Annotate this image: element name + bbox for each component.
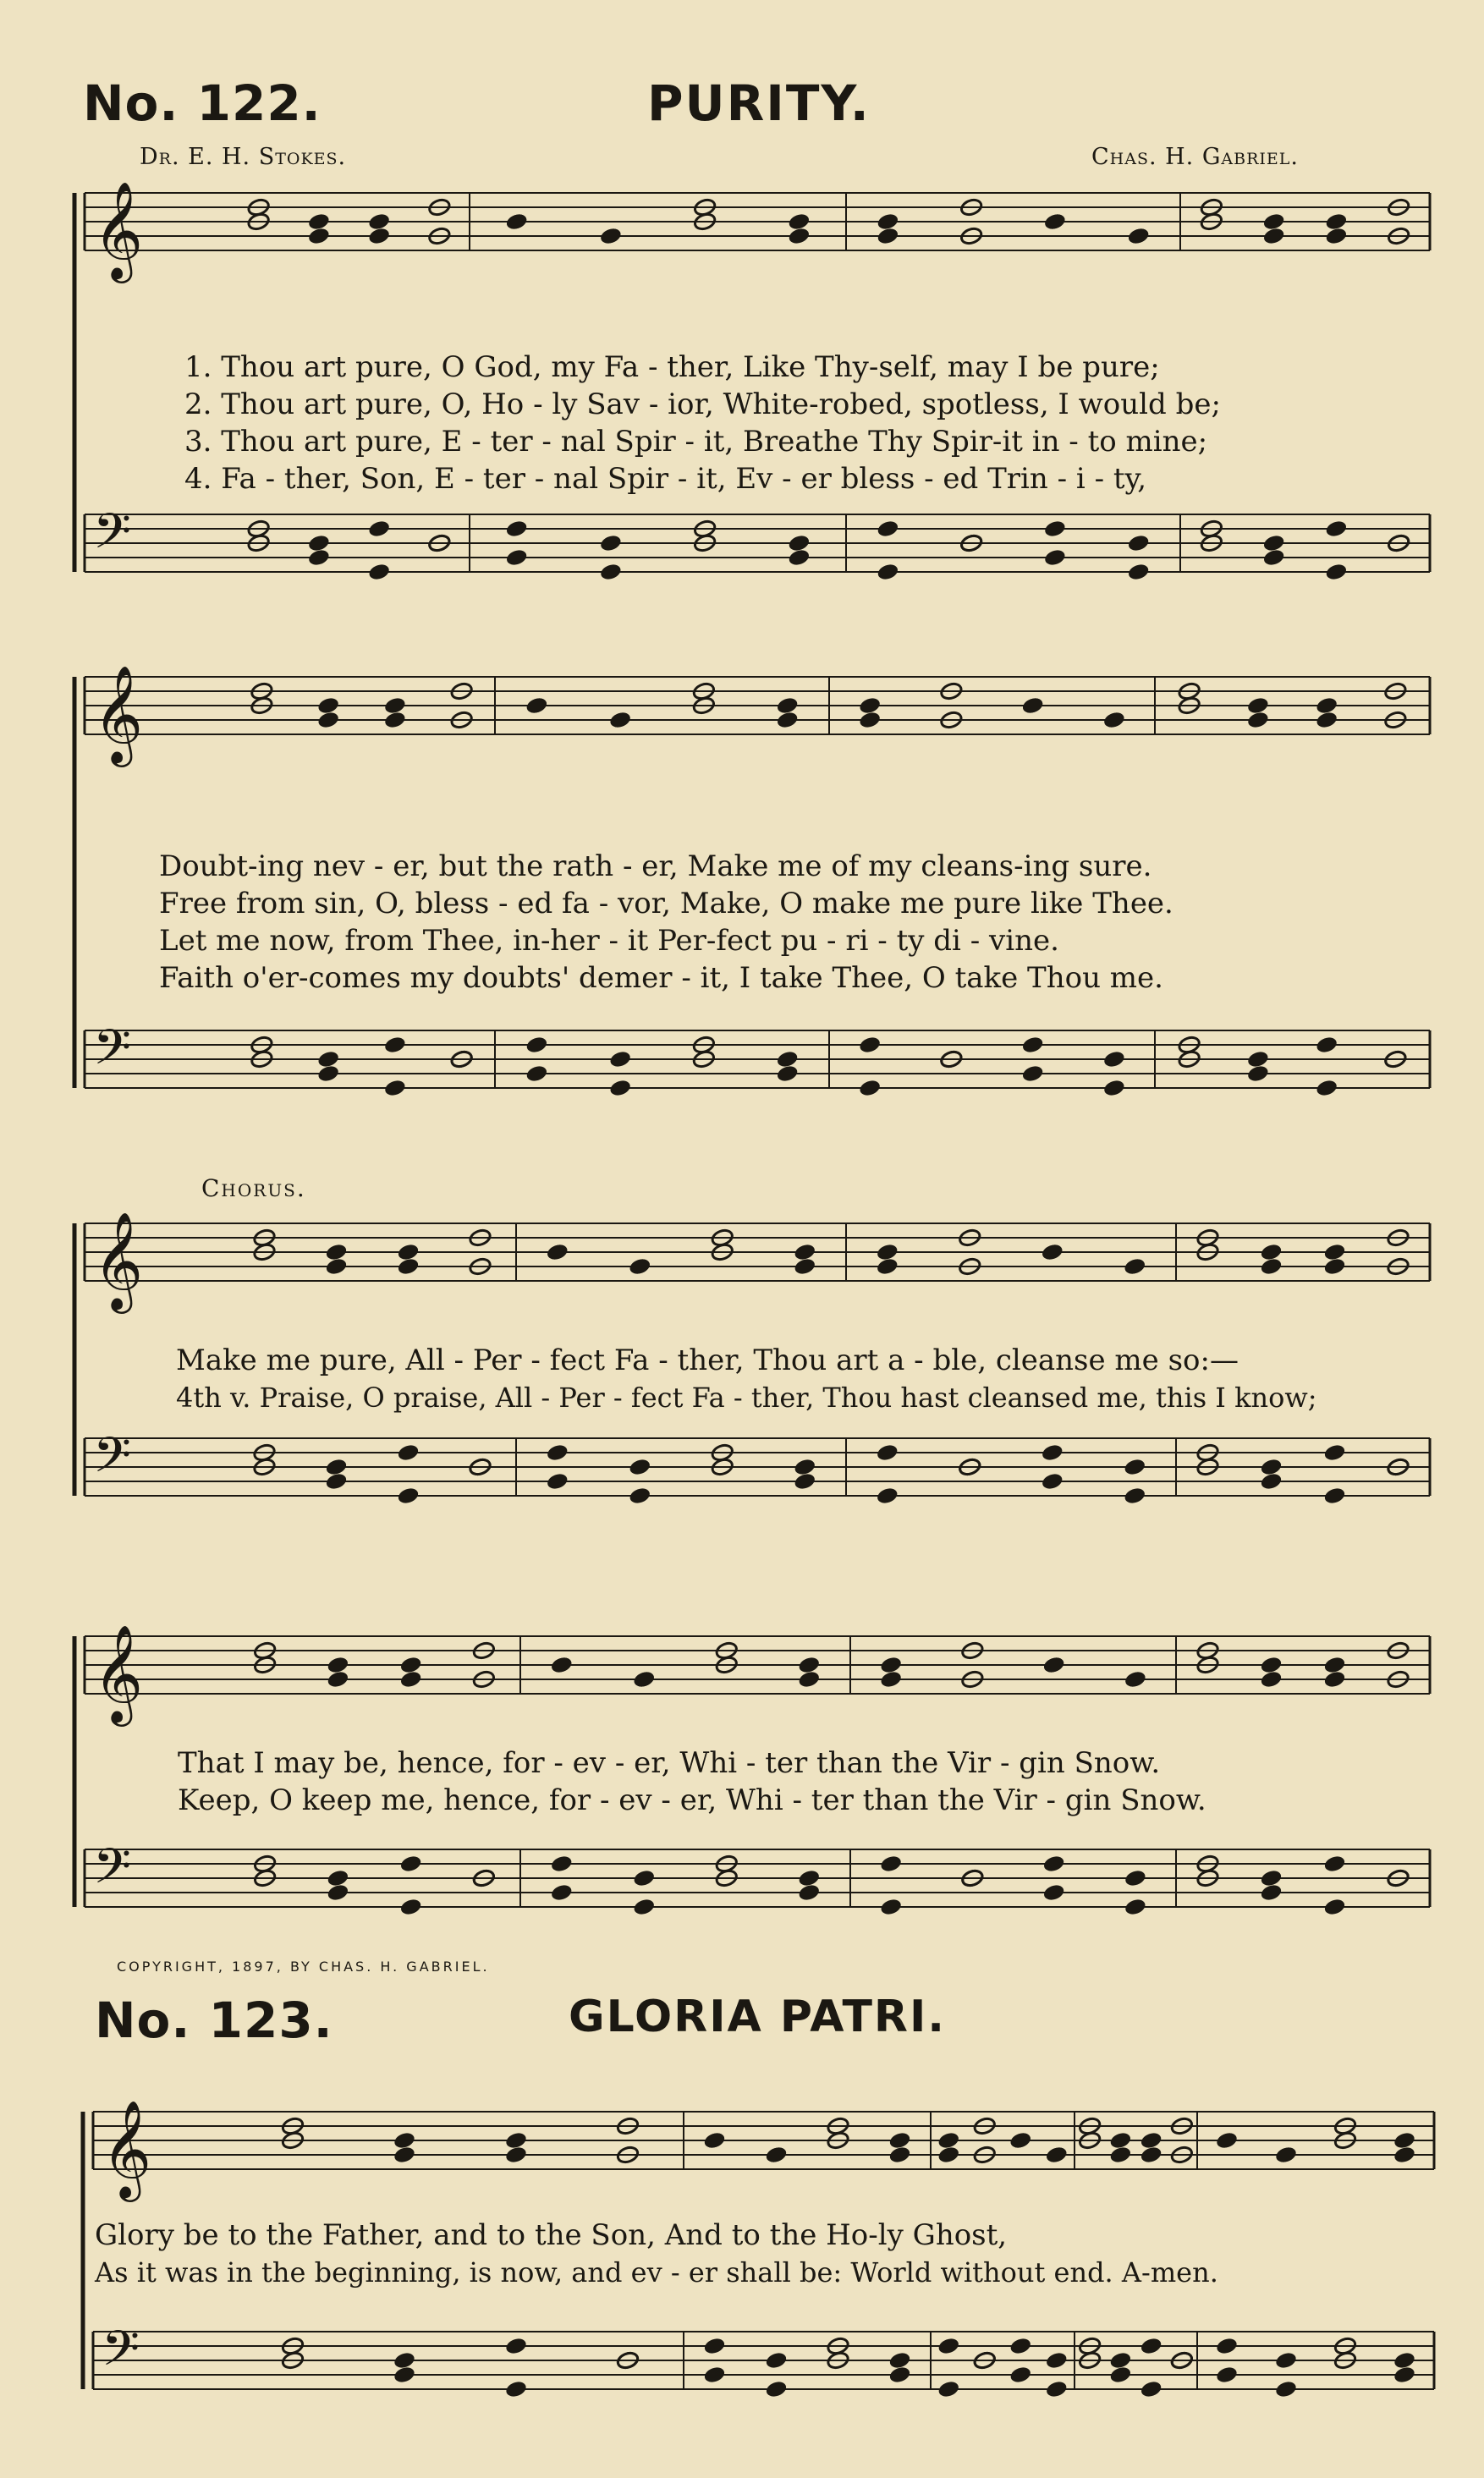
note-head — [628, 1256, 651, 1276]
note-head — [876, 212, 899, 231]
note-head — [608, 710, 632, 729]
lyric-line: Doubt-ing nev - er, but the rath - er, Make me of my cleans-ing sure. — [159, 849, 1152, 883]
note-head — [550, 1882, 574, 1902]
note-head — [858, 1078, 882, 1097]
note-head — [876, 1242, 899, 1261]
note-head — [383, 710, 407, 729]
note-head — [879, 1897, 903, 1916]
clef-icon: 𝄞 — [93, 1211, 144, 1310]
note-head — [1315, 695, 1338, 715]
note-head — [1108, 2145, 1132, 2164]
note-head — [888, 2145, 911, 2164]
note-head — [1215, 2336, 1239, 2355]
clef-icon: 𝄢 — [93, 1019, 132, 1088]
note-head — [505, 519, 529, 538]
note-head — [787, 212, 811, 231]
note-head — [632, 1868, 656, 1887]
note-head — [546, 1471, 569, 1491]
note-head — [632, 1669, 656, 1689]
note-head — [1041, 1442, 1064, 1462]
note-head — [1322, 1442, 1346, 1462]
note-head — [1324, 226, 1348, 245]
note-head — [399, 1897, 423, 1916]
note-head — [525, 1063, 548, 1083]
note-head — [787, 547, 811, 567]
note-head — [1127, 533, 1151, 552]
note-head — [1124, 1669, 1147, 1689]
note-head — [1322, 1256, 1346, 1276]
note-head — [546, 1242, 569, 1261]
note-head — [888, 2350, 911, 2370]
note-head — [1322, 1854, 1346, 1873]
note-head — [1262, 226, 1286, 245]
note-head — [316, 1049, 340, 1069]
note-head — [608, 1049, 632, 1069]
note-head — [876, 1486, 899, 1505]
lyric-line: 4th v. Praise, O praise, All - Per - fect Fa - ther, Thou hast cleansed me, this I know; — [176, 1382, 1317, 1414]
note-head — [396, 1256, 420, 1276]
note-head — [1108, 2350, 1132, 2370]
lyric-line: Faith o'er-comes my doubts' demer - it, I take Thee, O take Thou me. — [159, 961, 1163, 995]
note-head — [797, 1868, 821, 1887]
note-head — [764, 2350, 788, 2370]
note-head — [1324, 212, 1348, 231]
note-head — [1322, 1897, 1346, 1916]
note-head — [702, 2365, 726, 2384]
note-head — [1045, 2350, 1069, 2370]
note-head — [1124, 1897, 1147, 1916]
note-head — [393, 2145, 416, 2164]
note-head — [632, 1897, 656, 1916]
note-head — [937, 2379, 960, 2398]
note-head — [1259, 1242, 1283, 1261]
verse-lyrics-block-2 — [159, 848, 1173, 997]
note-head — [1123, 1486, 1146, 1505]
note-head — [599, 533, 623, 552]
note-head — [888, 2130, 911, 2150]
lyric-line: Keep, O keep me, hence, for - ev - er, Whi - ter than the Vir - gin Snow. — [178, 1783, 1206, 1817]
note-head — [776, 1063, 800, 1083]
note-head — [776, 1049, 800, 1069]
clef-icon: 𝄞 — [93, 664, 144, 763]
note-head — [505, 547, 529, 567]
note-head — [1127, 562, 1151, 581]
note-head — [1262, 212, 1286, 231]
note-head — [399, 1655, 423, 1674]
note-head — [1042, 1882, 1066, 1902]
note-head — [787, 533, 811, 552]
note-head — [1123, 1457, 1146, 1476]
note-head — [1259, 1655, 1283, 1674]
note-head — [307, 547, 331, 567]
copyright-notice: COPYRIGHT, 1897, BY CHAS. H. GABRIEL. — [117, 1959, 490, 1975]
clef-icon: 𝄢 — [93, 1426, 132, 1496]
note-head — [307, 533, 331, 552]
clef-icon: 𝄞 — [93, 1624, 144, 1723]
note-head — [1315, 1078, 1338, 1097]
lyric-line: As it was in the beginning, is now, and ev - er shall be: World without end. A-men. — [95, 2256, 1218, 2288]
hymn-title: PURITY. — [647, 74, 871, 132]
note-head — [1259, 1457, 1283, 1476]
note-head — [876, 519, 899, 538]
note-head — [307, 226, 331, 245]
lyric-line: Let me now, from Thee, in-her - it Per-fect pu - ri - ty di - vine. — [159, 924, 1059, 958]
note-head — [1140, 2145, 1163, 2164]
note-head — [787, 226, 811, 245]
note-head — [776, 695, 800, 715]
note-head — [776, 710, 800, 729]
chorus-lyrics-block-1 — [176, 1342, 1317, 1416]
note-head — [1322, 1669, 1346, 1689]
note-head — [316, 695, 340, 715]
note-head — [324, 1471, 348, 1491]
note-head — [793, 1471, 816, 1491]
clef-icon: 𝄢 — [93, 1838, 132, 1907]
note-head — [1042, 1854, 1066, 1873]
note-head — [797, 1669, 821, 1689]
note-head — [307, 212, 331, 231]
note-head — [324, 1242, 348, 1261]
note-head — [1324, 519, 1348, 538]
note-head — [1393, 2350, 1416, 2370]
note-head — [383, 1078, 407, 1097]
note-head — [396, 1486, 420, 1505]
lyric-line: 4. Fa - ther, Son, E - ter - nal Spir - it, Ev - er bless - ed Trin - i - ty, — [184, 462, 1147, 496]
note-head — [858, 710, 882, 729]
note-head — [1259, 1669, 1283, 1689]
note-head — [326, 1669, 349, 1689]
note-head — [599, 226, 623, 245]
note-head — [1262, 533, 1286, 552]
note-head — [1246, 710, 1270, 729]
note-head — [879, 1655, 903, 1674]
note-head — [1021, 1063, 1045, 1083]
clef-icon: 𝄢 — [93, 503, 132, 572]
note-head — [504, 2336, 528, 2355]
note-head — [326, 1655, 349, 1674]
note-head — [550, 1854, 574, 1873]
note-head — [879, 1854, 903, 1873]
note-head — [1274, 2379, 1298, 2398]
note-head — [1274, 2350, 1298, 2370]
clef-icon: 𝄢 — [102, 2320, 140, 2389]
lyric-line: Make me pure, All - Per - fect Fa - ther, Thou art a - ble, cleanse me so:— — [176, 1343, 1239, 1377]
note-head — [383, 695, 407, 715]
note-head — [383, 1035, 407, 1054]
note-head — [396, 1242, 420, 1261]
note-head — [702, 2336, 726, 2355]
note-head — [324, 1457, 348, 1476]
note-head — [1246, 695, 1270, 715]
note-head — [399, 1669, 423, 1689]
note-head — [876, 562, 899, 581]
gloria-lyrics — [95, 2217, 1218, 2291]
note-head — [550, 1655, 574, 1674]
chorus-label: Chorus. — [201, 1174, 306, 1202]
note-head — [793, 1457, 816, 1476]
note-head — [1041, 1242, 1064, 1261]
note-head — [367, 226, 391, 245]
note-head — [1021, 1035, 1045, 1054]
note-head — [326, 1868, 349, 1887]
note-head — [396, 1442, 420, 1462]
note-head — [876, 1442, 899, 1462]
note-head — [1043, 212, 1067, 231]
note-head — [1315, 710, 1338, 729]
note-head — [316, 1063, 340, 1083]
note-head — [1009, 2336, 1032, 2355]
note-head — [1393, 2130, 1416, 2150]
note-head — [367, 562, 391, 581]
note-head — [764, 2379, 788, 2398]
note-head — [793, 1256, 816, 1276]
clef-icon: 𝄞 — [93, 180, 144, 279]
note-head — [1127, 226, 1151, 245]
note-head — [1246, 1063, 1270, 1083]
note-head — [1043, 519, 1067, 538]
note-head — [937, 2336, 960, 2355]
note-head — [367, 212, 391, 231]
note-head — [599, 562, 623, 581]
hymn-title: GLORIA PATRI. — [569, 1992, 947, 2042]
lyric-line: 2. Thou art pure, O, Ho - ly Sav - ior, White-robed, spotless, I would be; — [184, 387, 1221, 421]
note-head — [702, 2130, 726, 2150]
note-head — [504, 2379, 528, 2398]
note-head — [1322, 1655, 1346, 1674]
note-head — [888, 2365, 911, 2384]
note-head — [858, 695, 882, 715]
note-head — [764, 2145, 788, 2164]
note-head — [324, 1256, 348, 1276]
verse-lyrics-block-1 — [184, 349, 1221, 497]
lyric-line: 3. Thou art pure, E - ter - nal Spir - it, Breathe Thy Spir-it in - to mine; — [184, 425, 1208, 459]
note-head — [1259, 1256, 1283, 1276]
note-head — [1009, 2365, 1032, 2384]
note-head — [876, 226, 899, 245]
note-head — [879, 1669, 903, 1689]
note-head — [858, 1035, 882, 1054]
note-head — [393, 2365, 416, 2384]
note-head — [1259, 1471, 1283, 1491]
note-head — [326, 1882, 349, 1902]
clef-icon: 𝄞 — [102, 2099, 152, 2198]
note-head — [1262, 547, 1286, 567]
note-head — [1140, 2336, 1163, 2355]
note-head — [1102, 1049, 1126, 1069]
note-head — [504, 2130, 528, 2150]
note-head — [1259, 1868, 1283, 1887]
note-head — [1045, 2145, 1069, 2164]
note-head — [937, 2145, 960, 2164]
note-head — [1102, 1078, 1126, 1097]
note-head — [504, 2145, 528, 2164]
note-head — [1215, 2365, 1239, 2384]
note-head — [608, 1078, 632, 1097]
lyric-line: That I may be, hence, for - ev - er, Whi - ter than the Vir - gin Snow. — [178, 1746, 1161, 1780]
note-head — [1393, 2365, 1416, 2384]
hymn-number: No. 123. — [95, 1992, 333, 2049]
note-head — [1274, 2145, 1298, 2164]
note-head — [393, 2130, 416, 2150]
note-head — [1021, 695, 1045, 715]
composer-credit: Chas. H. Gabriel. — [1091, 144, 1299, 170]
note-head — [1259, 1882, 1283, 1902]
note-head — [1215, 2130, 1239, 2150]
note-head — [1043, 547, 1067, 567]
note-head — [1140, 2379, 1163, 2398]
note-head — [1041, 1471, 1064, 1491]
note-head — [316, 710, 340, 729]
note-head — [1322, 1486, 1346, 1505]
note-head — [1045, 2379, 1069, 2398]
note-head — [1108, 2130, 1132, 2150]
note-head — [525, 1035, 548, 1054]
chorus-lyrics-block-2 — [178, 1744, 1206, 1819]
lyric-line: Free from sin, O, bless - ed fa - vor, Make, O make me pure like Thee. — [159, 887, 1173, 920]
note-head — [1140, 2130, 1163, 2150]
note-head — [797, 1882, 821, 1902]
note-head — [1246, 1049, 1270, 1069]
hymn-number: No. 122. — [83, 74, 322, 132]
note-head — [1322, 1242, 1346, 1261]
note-head — [367, 519, 391, 538]
note-head — [1124, 1868, 1147, 1887]
note-head — [546, 1442, 569, 1462]
note-head — [525, 695, 548, 715]
note-head — [628, 1457, 651, 1476]
note-head — [1123, 1256, 1146, 1276]
lyric-line: Glory be to the Father, and to the Son, And to the Ho-ly Ghost, — [95, 2218, 1008, 2252]
note-head — [1393, 2145, 1416, 2164]
note-head — [1324, 562, 1348, 581]
author-credit: Dr. E. H. Stokes. — [140, 144, 347, 170]
note-head — [505, 212, 529, 231]
note-head — [1009, 2130, 1032, 2150]
note-head — [937, 2130, 960, 2150]
note-head — [793, 1242, 816, 1261]
note-head — [1315, 1035, 1338, 1054]
note-head — [399, 1854, 423, 1873]
lyric-line: 1. Thou art pure, O God, my Fa - ther, Like Thy-self, may I be pure; — [184, 350, 1160, 384]
note-head — [1108, 2365, 1132, 2384]
note-head — [628, 1486, 651, 1505]
note-head — [1102, 710, 1126, 729]
note-head — [1042, 1655, 1066, 1674]
note-head — [393, 2350, 416, 2370]
note-head — [797, 1655, 821, 1674]
note-head — [876, 1256, 899, 1276]
